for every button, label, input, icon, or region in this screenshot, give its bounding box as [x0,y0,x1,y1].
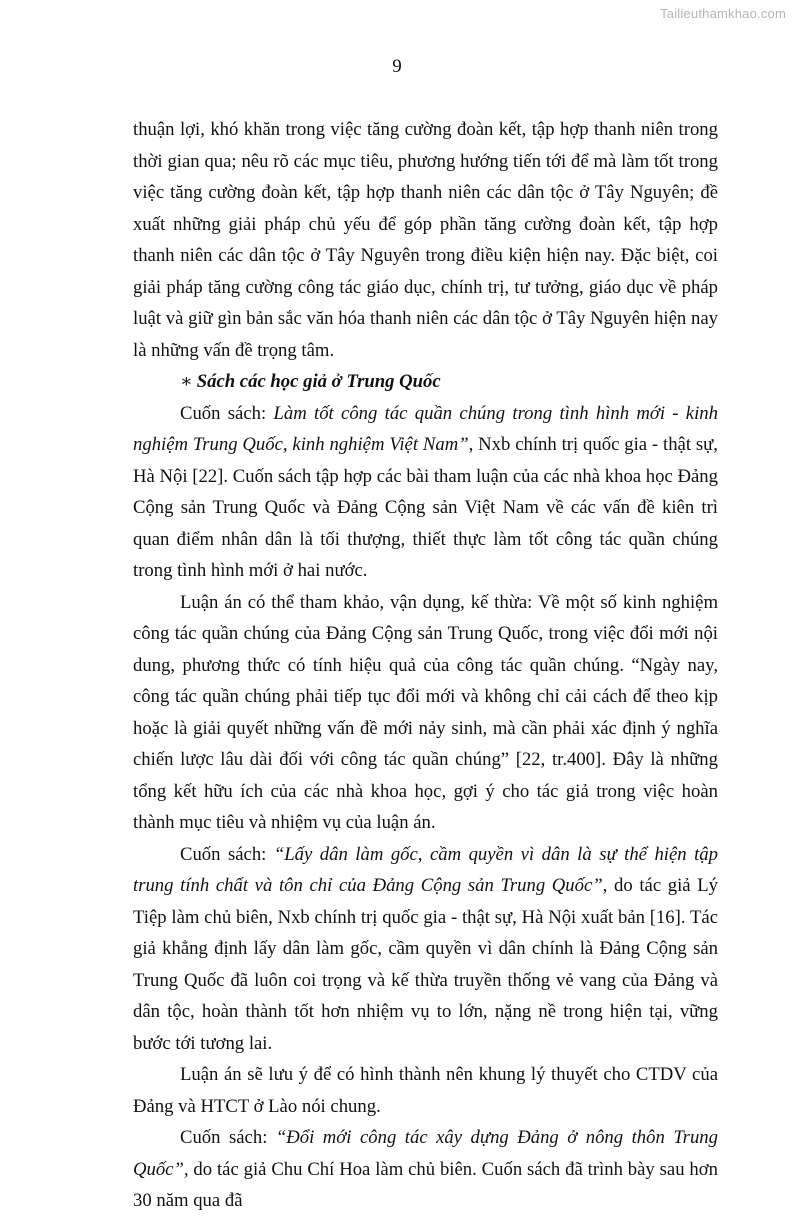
paragraph-text: do tác giả Chu Chí Hoa làm chủ biên. Cuốn sách đã trình bày sau hơn 30 năm qua đã [133,1158,718,1211]
document-body [133,114,718,1217]
bullet-star-icon: ∗ [180,371,193,392]
paragraph [133,839,718,1060]
paragraph-text: Cuốn sách: [180,402,274,424]
book-title: Làm tốt công tác quần chúng trong tình hình mới - kinh nghiệm Trung Quốc, kinh nghiệm Việt Nam” [133,402,718,455]
section-heading-text: Sách các học giả ở Trung Quốc [196,371,441,392]
paragraph: Luận án sẽ lưu ý để có hình thành nên khung lý thuyết cho CTDV của Đảng và HTCT ở Lào nói chung. [133,1064,718,1117]
paragraph-text: do tác giả Lý Tiệp làm chủ biên, Nxb chính trị quốc gia - thật sự, Hà Nội xuất bản [16]. Tác giả khẳng định lấy dân làm gốc, cầm quyền vì dân chính là Đảng Cộng sản Trung Quốc đã luôn coi trọng và kế thừa truyền thống vẻ vang của Đảng và dân tộc, hoàn thành tốt hơn nhiệm vụ to lớn, nặng nề trong hiện tại, vững bước tới tương lai. [133,875,718,1054]
paragraph-text: Cuốn sách: [180,1127,276,1148]
section-heading [133,366,718,398]
page-number: 9 [392,56,402,77]
paragraph-text: Cuốn sách: [180,843,274,865]
watermark: Tailieuthamkhao.com [660,6,786,21]
paragraph [133,398,718,587]
book-title: “Đổi mới công tác xây dựng Đảng ở nông thôn Trung Quốc”, [133,1127,718,1180]
paragraph: thuận lợi, khó khăn trong việc tăng cường đoàn kết, tập hợp thanh niên trong thời gian qua; nêu rõ các mục tiêu, phương hướng tiến tới để mà làm tốt trong việc tăng cường đoàn kết, tập hợp thanh niên các dân tộc ở Tây Nguyên; đề xuất những giải pháp chủ yếu để góp phần tăng cường đoàn kết, tập hợp thanh niên các dân tộc ở Tây Nguyên trong điều kiện hiện nay. Đặc biệt, coi giải pháp tăng cường công tác giáo dục, chính trị, tư tưởng, giáo dục về pháp luật và giữ gìn bản sắc văn hóa thanh niên các dân tộc ở Tây Nguyên hiện nay là những vấn đề trọng tâm. [133,119,718,361]
paragraph [133,1122,718,1217]
book-title: “Lấy dân làm gốc, cầm quyền vì dân là sự thể hiện tập trung tính chất và tôn chỉ của Đảng Cộng sản Trung Quốc”, [133,843,718,896]
paragraph: Luận án có thể tham khảo, vận dụng, kế thừa: Về một số kinh nghiệm công tác quần chúng của Đảng Cộng sản Trung Quốc, trong việc đổi mới nội dung, phương thức có tính hiệu quả của công tác quần chúng. “Ngày nay, công tác quần chúng phải tiếp tục đổi mới và không chỉ cải cách để theo kịp hoặc là giải quyết những vấn đề mới nảy sinh, mà cần phải xác định ý nghĩa chiến lược lâu dài đối với công tác quần chúng” [22, tr.400]. Đây là những tổng kết hữu ích của các nhà khoa học, gợi ý cho tác giả trong việc hoàn thành mục tiêu và nhiệm vụ của luận án. [133,591,718,833]
paragraph-text: , Nxb chính trị quốc gia - thật sự, Hà Nội [22]. Cuốn sách tập hợp các bài tham luận của các nhà khoa học Đảng Cộng sản Trung Quốc và Đảng Cộng sản Việt Nam về các vấn đề kiên trì quan điểm nhân dân là tối thượng, thiết thực làm tốt công tác quần chúng trong tình hình mới ở hai nước. [133,434,718,581]
